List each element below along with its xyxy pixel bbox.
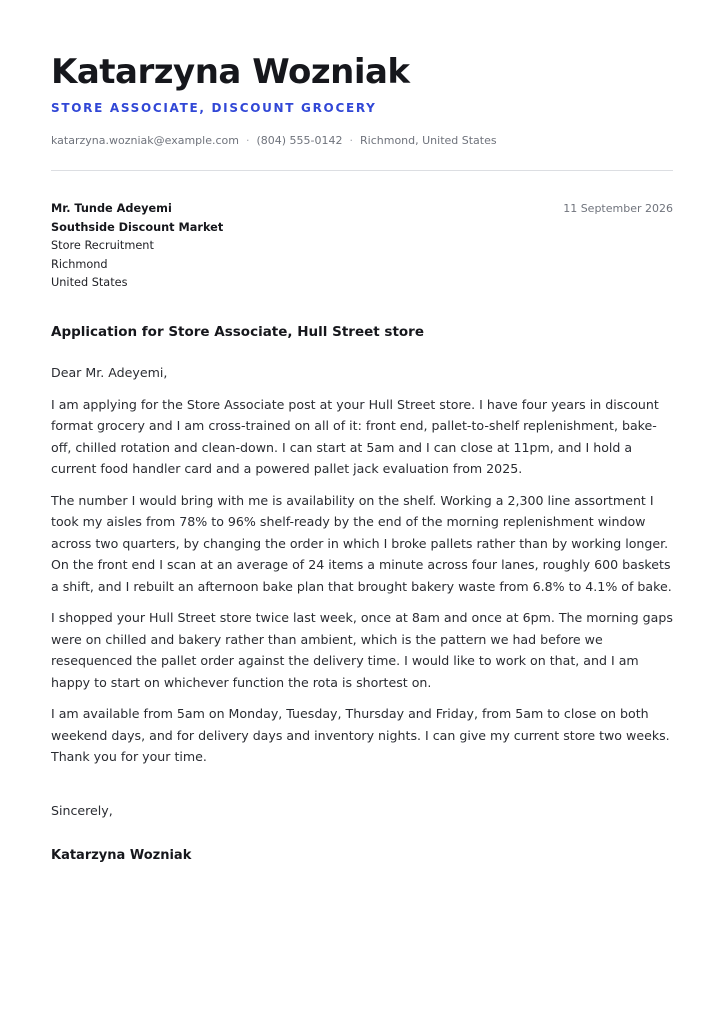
letter-date: 11 September 2026 bbox=[563, 202, 673, 215]
body-paragraph: I shopped your Hull Street store twice last week, once at 8am and once at 6pm. The morning gaps were on chilled and bakery rather than ambient, which is the pattern we had before we resequenced the pallet order against the delivery time. I would like to work on that, and I am happy to start on whichever function the rota is shortest on. bbox=[51, 610, 673, 690]
body-paragraph: I am available from 5am on Monday, Tuesday, Thursday and Friday, from 5am to close on both weekend days, and for delivery days and inventory nights. I can give my current store two weeks. Thank you for your time. bbox=[51, 706, 670, 764]
contact-phone: (804) 555-0142 bbox=[256, 134, 343, 147]
letter-body bbox=[51, 362, 676, 778]
recipient-country: United States bbox=[51, 276, 128, 289]
header-divider bbox=[51, 170, 673, 171]
contact-email: katarzyna.wozniak@example.com bbox=[51, 134, 239, 147]
signature: Katarzyna Wozniak bbox=[51, 848, 192, 863]
recipient-city: Richmond bbox=[51, 257, 108, 271]
closing: Sincerely, bbox=[51, 803, 113, 818]
applicant-name: Katarzyna Wozniak bbox=[51, 52, 410, 92]
contact-location: Richmond, United States bbox=[360, 134, 497, 147]
recipient-block bbox=[51, 200, 223, 293]
contact-line bbox=[51, 134, 497, 147]
recipient-company: Southside Discount Market bbox=[51, 220, 224, 234]
recipient-department: Store Recruitment bbox=[51, 239, 154, 252]
applicant-role: STORE ASSOCIATE, DISCOUNT GROCERY bbox=[51, 101, 377, 115]
contact-separator: · bbox=[245, 134, 250, 147]
body-paragraph: The number I would bring with me is availability on the shelf. Working a 2,300 line assortment I took my aisles from 78% to 96% shelf-ready by the end of the morning replenishment window across two quarters, by changing the order in which I broke pallets rather than by working longer. On the front end I scan at an average of 24 items a minute across four lanes, roughly 600 baskets a shift, and I rebuilt an afternoon bake plan that brought bakery waste from 6.8% to 4.1% of bake. bbox=[51, 492, 672, 594]
recipient-name: Mr. Tunde Adeyemi bbox=[51, 202, 172, 215]
contact-separator: · bbox=[349, 134, 354, 147]
letter-subject: Application for Store Associate, Hull Street store bbox=[51, 324, 424, 340]
body-paragraph: I am applying for the Store Associate post at your Hull Street store. I have four years in discount format grocery and I am cross-trained on all of it: front end, pallet-to-shelf replenishment, bake-off, chilled rotation and clean-down. I can start at 5am and I can close at 11pm, and I hold a current food handler card and a powered pallet jack evaluation from 2025. bbox=[51, 396, 659, 476]
salutation: Dear Mr. Adeyemi, bbox=[51, 365, 168, 380]
